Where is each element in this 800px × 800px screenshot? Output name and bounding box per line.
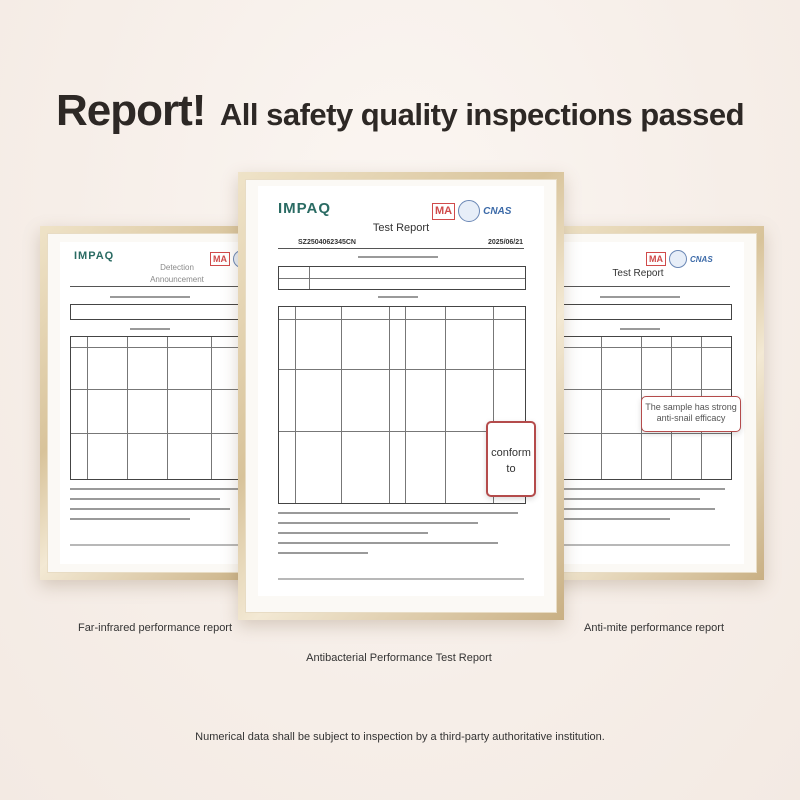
table-row-line <box>561 433 731 434</box>
right-caption: Anti-mite performance report <box>584 622 724 634</box>
center-footer-strip <box>278 578 524 580</box>
table-row-line <box>71 389 246 390</box>
center-text-line <box>358 256 438 258</box>
right-text-line <box>600 296 680 298</box>
cert-seal-icon <box>458 200 480 222</box>
right-cert-marks <box>646 250 713 268</box>
right-text-line <box>560 498 700 500</box>
cnas-badge: CNAS <box>690 254 713 264</box>
table-row-line <box>279 319 525 320</box>
center-text-line <box>278 542 498 544</box>
left-report-paper <box>60 242 244 564</box>
table-row-line <box>279 369 525 370</box>
left-sample-table <box>70 304 247 320</box>
anti-snail-callout <box>641 396 741 432</box>
right-text-line <box>620 328 660 330</box>
callout-text: The sample has strong anti-snail efficacy <box>645 402 737 423</box>
center-report-paper <box>258 186 544 596</box>
left-caption: Far-infrared performance report <box>77 622 233 634</box>
left-results-table <box>70 336 247 480</box>
callout-text: conform to <box>491 447 531 475</box>
table-row-line <box>561 347 731 348</box>
left-logo: IMPAQ <box>74 250 115 262</box>
center-text-line <box>278 532 428 534</box>
conform-to-callout <box>486 421 536 497</box>
left-text-line <box>110 296 190 298</box>
center-cert-marks <box>432 200 511 222</box>
table-col-line <box>309 267 310 289</box>
right-text-line <box>560 508 715 510</box>
headline-big: Report! <box>55 86 206 135</box>
left-footer-strip <box>70 544 245 546</box>
table-col-line <box>341 307 342 503</box>
right-footer-strip <box>560 544 730 546</box>
left-overlay-title: Detection Announcement <box>150 263 204 284</box>
table-col-line <box>295 307 296 503</box>
headline-small: All safety quality inspections passed <box>219 97 745 132</box>
right-text-line <box>560 488 725 490</box>
left-header-rule <box>70 286 245 287</box>
center-report-no: SZ2504062345CN <box>298 239 356 246</box>
left-text-line <box>70 498 220 500</box>
headline <box>0 86 800 136</box>
left-text-line <box>70 508 230 510</box>
center-header-rule <box>278 248 524 249</box>
table-row-line <box>561 389 731 390</box>
right-text-line <box>560 518 670 520</box>
cnas-badge: CNAS <box>483 205 512 217</box>
center-text-line <box>278 552 368 554</box>
right-header-rule <box>560 286 730 287</box>
table-col-line <box>389 307 390 503</box>
center-doc-title: Test Report <box>372 222 430 234</box>
center-report-frame <box>238 172 564 620</box>
left-text-line <box>70 518 190 520</box>
table-col-line <box>167 337 168 479</box>
center-logo: IMPAQ <box>278 200 332 217</box>
center-sample-table <box>278 266 526 290</box>
center-text-line <box>278 522 478 524</box>
ma-badge: MA <box>646 252 666 266</box>
table-row-line <box>279 278 525 279</box>
table-col-line <box>601 337 602 479</box>
center-text-line <box>378 296 418 298</box>
left-text-line <box>70 488 240 490</box>
right-sample-table <box>560 304 732 320</box>
table-col-line <box>87 337 88 479</box>
left-report-frame <box>40 226 258 580</box>
footer-disclaimer: Numerical data shall be subject to inspection by a third-party authoritative institution. <box>195 731 605 743</box>
center-report-date: 2025/06/21 <box>488 239 524 246</box>
cert-seal-icon <box>669 250 687 268</box>
table-row-line <box>71 433 246 434</box>
ma-badge: MA <box>210 252 230 266</box>
left-text-line <box>130 328 170 330</box>
ma-badge: MA <box>432 203 455 220</box>
table-col-line <box>445 307 446 503</box>
table-row-line <box>71 347 246 348</box>
table-col-line <box>127 337 128 479</box>
center-caption: Antibacterial Performance Test Report <box>306 652 492 664</box>
table-col-line <box>405 307 406 503</box>
table-col-line <box>211 337 212 479</box>
center-text-line <box>278 512 518 514</box>
right-doc-title: Test Report <box>612 268 664 279</box>
